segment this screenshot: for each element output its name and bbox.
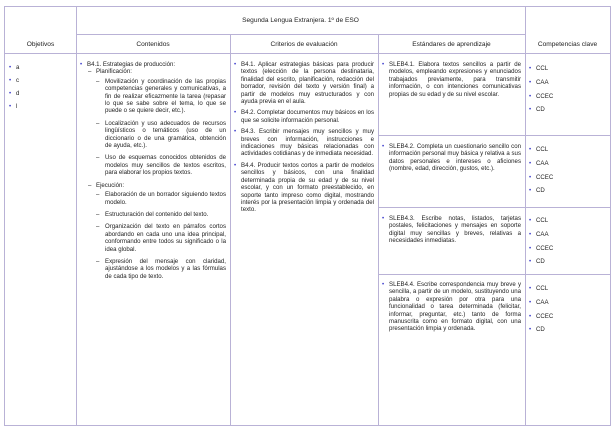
curriculum-table <box>4 6 611 426</box>
competencia-item: • CCEC <box>529 243 607 255</box>
objetivo-item: • l <box>9 100 69 113</box>
competencias-cell <box>529 215 607 270</box>
competencia-item: • CD <box>529 104 607 116</box>
header-contenidos: Contenidos <box>136 41 170 48</box>
competencia-item: • CD <box>529 256 607 268</box>
contenidos-group-label: – Planificación: <box>87 68 226 75</box>
estandar-cell <box>382 143 521 173</box>
competencia-item: • CCEC <box>529 91 607 103</box>
criterios-cell <box>234 61 374 218</box>
contenidos-cell <box>80 61 226 285</box>
criterio-item: • B4.4. Producir textos cortos a partir de modelos sencillos y básicos, con una finalidad determinada propia de su edad y de su nivel escolar, y con un formato preestablecido, en soporte tanto impreso como digital, mostrando interés por la presentación limpia y ordenada del texto. <box>234 162 374 214</box>
competencia-item: • CD <box>529 324 607 336</box>
table-title: Segunda Lengua Extranjera. 1º de ESO <box>242 17 359 24</box>
competencias-cell <box>529 283 607 338</box>
row-divider <box>378 207 610 208</box>
contenidos-item: – Movilización y coordinación de las propias competencias generales y comunicativas, a fin de realizar eficazmente la tarea (repasar lo que se sabe sobre el tema, lo que se puede o se quiere decir, etc.). <box>96 78 226 115</box>
competencia-item: • CAA <box>529 229 607 241</box>
competencia-item: • CAA <box>529 77 607 89</box>
estandar-item: • SLEB4.3. Escribe notas, listados, tarjetas postales, felicitaciones y mensajes en soporte digital muy sencillas y breves, relativas a necesidades inmediatas. <box>382 215 521 245</box>
competencia-item: • CCL <box>529 144 607 156</box>
column-divider <box>378 34 379 425</box>
contenidos-item: – Localización y uso adecuados de recursos lingüísticos o temáticos (uso de un diccionario o de una gramática, obtención de ayuda, etc.). <box>96 120 226 150</box>
criterio-item: • B4.1. Aplicar estrategias básicas para producir textos (elección de la persona destinataria, finalidad del escrito, planificación, redacción del borrador, revisión del texto y versión final) a partir de modelos muy estructurados y con ayuda previa en el aula. <box>234 61 374 105</box>
objetivos-list <box>9 61 69 113</box>
contenidos-item: – Elaboración de un borrador siguiendo textos modelo. <box>96 191 226 206</box>
competencia-item: • CCEC <box>529 311 607 323</box>
contenidos-item: – Uso de esquemas conocidos obtenidos de modelos muy sencillos de textos escritos, para elaborar los propios textos. <box>96 154 226 176</box>
header-competencias: Competencias clave <box>537 41 598 48</box>
criterio-item: • B4.2. Completar documentos muy básicos en los que se solicite información personal. <box>234 109 374 124</box>
column-divider <box>230 34 231 425</box>
header-criterios: Criterios de evaluación <box>270 41 338 48</box>
row-divider <box>76 34 525 35</box>
column-divider <box>525 7 526 425</box>
objetivo-item: • d <box>9 87 69 100</box>
estandar-item: • SLEB4.2. Completa un cuestionario sencillo con información personal muy básica y relativa a sus datos personales e intereses o aficiones (nombre, edad, dirección, gustos, etc.). <box>382 143 521 173</box>
contenidos-bloque: • B4.1. Estrategias de producción: <box>80 61 226 68</box>
competencia-item: • CCL <box>529 63 607 75</box>
objetivo-item: • a <box>9 61 69 74</box>
competencia-item: • CAA <box>529 158 607 170</box>
row-divider <box>5 53 610 54</box>
contenidos-item: – Organización del texto en párrafos cortos abordando en cada uno una idea principal, conformando entre todos su significado o la idea global. <box>96 223 226 253</box>
row-divider <box>378 274 610 275</box>
competencia-item: • CCEC <box>529 172 607 184</box>
header-objetivos: Objetivos <box>26 41 55 48</box>
competencias-cell <box>529 63 607 118</box>
competencia-item: • CCL <box>529 283 607 295</box>
competencia-item: • CCL <box>529 215 607 227</box>
competencia-item: • CAA <box>529 297 607 309</box>
contenidos-item: – Estructuración del contenido del texto. <box>96 211 226 218</box>
contenidos-item: – Expresión del mensaje con claridad, ajustándose a los modelos y a las fórmulas de cada tipo de texto. <box>96 258 226 280</box>
row-divider <box>378 135 610 136</box>
estandar-item: • SLEB4.1. Elabora textos sencillos a partir de modelos, empleando expresiones y enunciados trabajados previamente, para transmitir información, o con intenciones comunicativas propias de su edad y de su nivel escolar. <box>382 61 521 98</box>
estandar-cell <box>382 281 521 333</box>
competencia-item: • CD <box>529 185 607 197</box>
objetivo-item: • c <box>9 74 69 87</box>
competencias-cell <box>529 144 607 199</box>
contenidos-group-label: – Ejecución: <box>87 182 226 189</box>
estandar-cell <box>382 215 521 245</box>
criterio-item: • B4.3. Escribir mensajes muy sencillos y muy breves con información, instrucciones e indicaciones muy básicas relacionadas con actividades cotidianas y de inmediata necesidad. <box>234 128 374 158</box>
header-estandares: Estándares de aprendizaje <box>412 41 491 48</box>
estandar-item: • SLEB4.4. Escribe correspondencia muy breve y sencilla, a partir de un modelo, sustituyendo una palabra o expresión por otra para una funcionalidad o tarea determinada (felicitar, informar, preguntar, etc.) tanto de forma manuscrita como en formato digital, con una presentación limpia y ordenada. <box>382 281 521 333</box>
estandar-cell <box>382 61 521 98</box>
column-divider <box>76 7 77 425</box>
